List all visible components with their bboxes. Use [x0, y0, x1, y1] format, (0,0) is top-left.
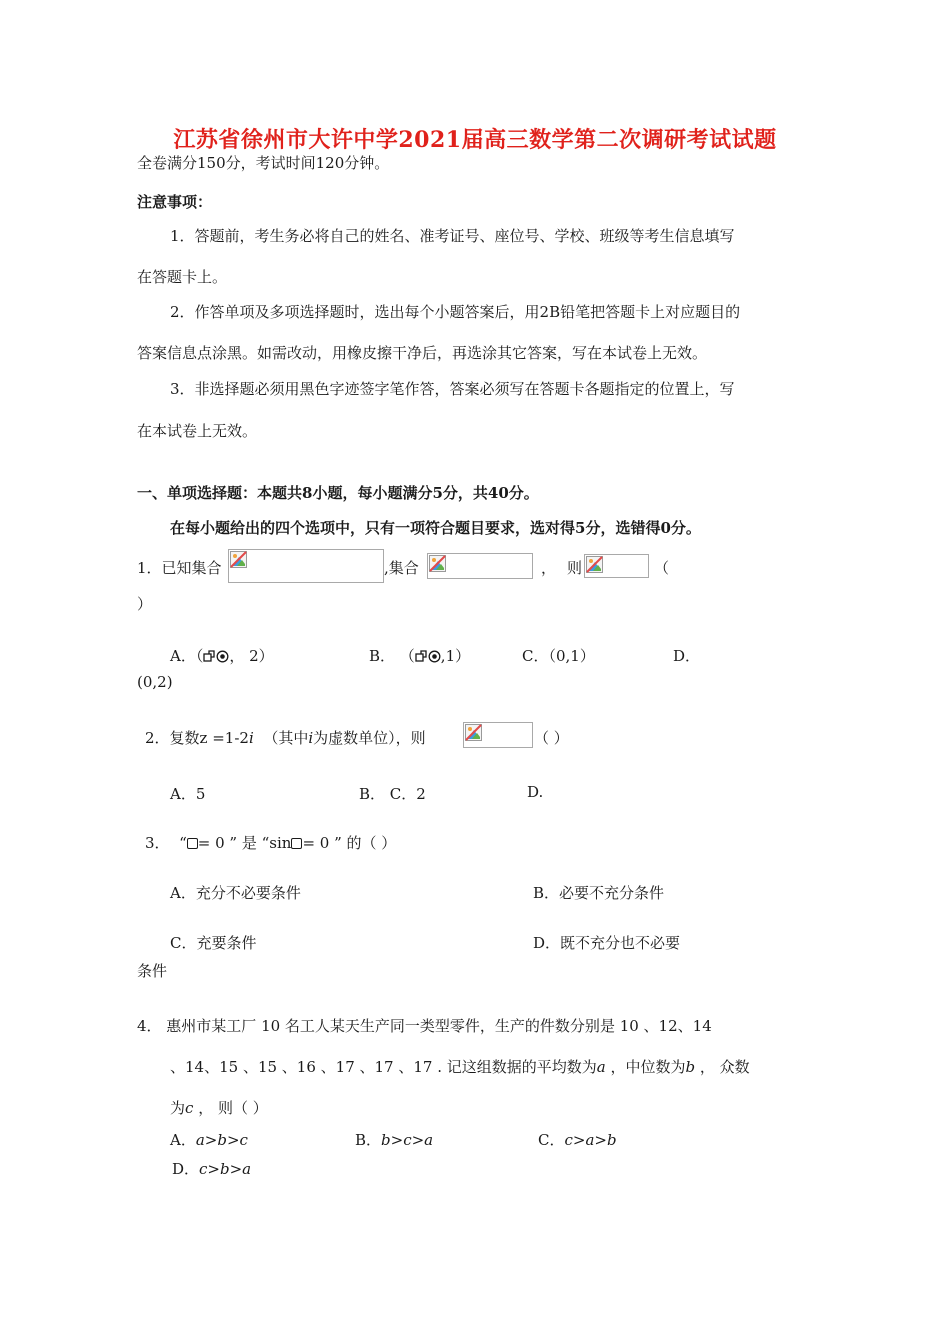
q3-part3: = 0 ” 的（ ） [302, 834, 397, 852]
q4-line2-suffix: ， 众数 [699, 1058, 750, 1076]
notice-item2-line1: 2．作答单项及多项选择题时，选出每个小题答案后，用2B铅笔把答题卡上对应题目的 [170, 303, 741, 321]
q1-set-b-image [427, 553, 533, 579]
q2-paren: （ ） [534, 729, 569, 747]
q2-option-a: A．5 [170, 785, 206, 803]
section1-instruction: 在每小题给出的四个选项中，只有一项符合题目要求，选对得5分，选错得0分。 [170, 519, 701, 537]
q3-part2: = 0 ” 是 “sin [197, 834, 292, 852]
q4-option-d-label: D． [172, 1160, 200, 1178]
notice-item1-line2: 在答题卡上。 [137, 268, 228, 286]
q1-sep: ， [541, 559, 557, 577]
q4-option-b-label: B． [355, 1131, 382, 1149]
q4-option-c [538, 1129, 617, 1150]
q4-line3-prefix: 为 [170, 1099, 186, 1117]
q1-option-a-prefix: A．（ [170, 647, 204, 665]
page-title: 江苏省徐州市大许中学2021届高三数学第二次调研考试试题 [173, 127, 777, 153]
notice-item1-line1: 1．答题前，考生务必将自己的姓名、准考证号、座位号、学校、班级等考生信息填写 [170, 227, 735, 245]
q3-option-b: B．必要不充分条件 [533, 884, 665, 902]
q4-var-a: a [596, 1058, 606, 1076]
q1-set-a-image [228, 549, 384, 583]
q4-line3 [170, 1097, 268, 1118]
q4-line3-suffix: ， 则（ ） [198, 1099, 268, 1117]
q4-line2-mid: ，中位数为 [610, 1058, 686, 1076]
q1-option-d-value: (0,2) [137, 673, 173, 691]
theta-placeholder-icon [187, 838, 198, 849]
q1-option-b-suffix: ,1） [440, 647, 471, 665]
q2-imag-unit-2: i [308, 729, 314, 747]
q4-option-a-label: A． [170, 1131, 196, 1149]
q1-option-c: C．（0,1） [522, 647, 595, 665]
notice-item2-line2: 答案信息点涂黑。如需改动，用橡皮擦干净后，再选涂其它答案，写在本试卷上无效。 [137, 344, 708, 362]
q2-option-bc: B． C．2 [359, 785, 426, 803]
q2-imag-unit: i [248, 729, 254, 747]
q3-stem [145, 832, 396, 853]
flip-arrow-icon [203, 649, 216, 663]
q3-option-d-cont: 条件 [137, 962, 168, 980]
q4-line2 [170, 1056, 750, 1077]
q1-option-d: D． [673, 647, 701, 665]
q1-mid: ,集合 [384, 559, 419, 577]
q4-option-c-value: c>a>b [564, 1131, 617, 1149]
q1-result-image [584, 554, 649, 578]
q3-option-c: C．充要条件 [170, 934, 257, 952]
q1-paren-close: ） [137, 595, 153, 613]
broken-image-icon [230, 551, 247, 568]
q4-option-d-value: c>b>a [199, 1160, 252, 1178]
q2-expression-image [463, 722, 533, 748]
q1-option-b-prefix: B． （ [369, 647, 415, 665]
theta-placeholder-icon [291, 838, 302, 849]
notice-item3-line1: 3．非选择题必须用黑色字迹签字笔作答，答案必须写在答题卡各题指定的位置上，写 [170, 380, 735, 398]
q3-option-d: D．既不充分也不必要 [533, 934, 681, 952]
q2-prefix: 2．复数z =1-2 [145, 729, 249, 747]
q1-option-b [369, 645, 470, 666]
broken-image-icon [586, 556, 603, 573]
q4-option-a [170, 1129, 248, 1150]
section1-heading: 一、单项选择题：本题共8小题，每小题满分5分，共40分。 [137, 484, 539, 502]
bullseye-icon [428, 650, 441, 663]
broken-image-icon [465, 724, 482, 741]
notice-heading: 注意事项： [137, 193, 213, 211]
q4-option-b [355, 1129, 433, 1150]
q4-option-d [172, 1158, 251, 1179]
q3-option-a: A．充分不必要条件 [170, 884, 301, 902]
q2-mid2: 为虚数单位），则 [313, 729, 426, 747]
q4-option-b-value: b>c>a [381, 1131, 434, 1149]
broken-image-icon [429, 555, 446, 572]
flip-arrow-icon [415, 649, 428, 663]
q1-option-a-suffix: ， 2） [229, 647, 274, 665]
q4-line1: 4． 惠州市某工厂 10 名工人某天生产同一类型零件，生产的件数分别是 10 、12、14 [137, 1017, 712, 1035]
q4-var-c: c [185, 1099, 194, 1117]
q2-stem [145, 727, 426, 748]
q4-option-c-label: C． [538, 1131, 565, 1149]
notice-item3-line2: 在本试卷上无效。 [137, 422, 258, 440]
q4-var-b: b [685, 1058, 696, 1076]
q4-option-a-value: a>b>c [195, 1131, 248, 1149]
q1-paren-open: （ [654, 559, 670, 577]
q4-line2-prefix: 、14、15 、15 、16 、17 、17 、17 . 记这组数据的平均数为 [170, 1058, 597, 1076]
bullseye-icon [216, 650, 229, 663]
q1-then: 则 [567, 559, 583, 577]
q1-prefix: 1．已知集合 [137, 559, 222, 577]
q2-mid1: （其中 [263, 729, 309, 747]
q3-part1: “ [179, 834, 187, 852]
q3-number: 3． [145, 834, 170, 852]
q1-option-a [170, 645, 274, 666]
intro-text: 全卷满分150分，考试时间120分钟。 [137, 154, 390, 172]
q2-option-d: D. [527, 783, 544, 801]
